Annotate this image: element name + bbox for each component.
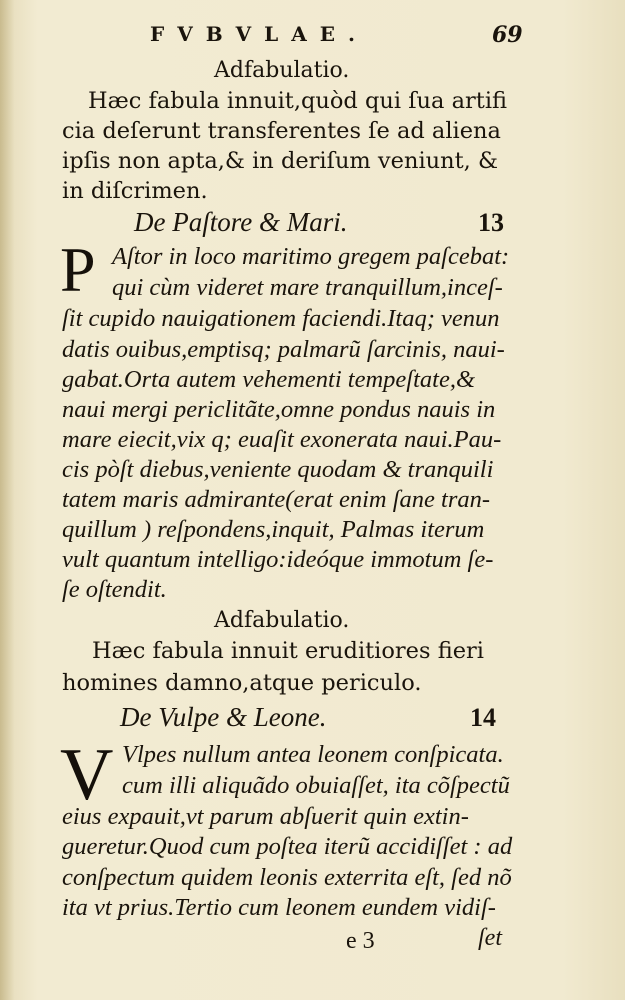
text-line: conſpectum quidem leonis exterrita eſt, ſed nõ <box>62 864 512 891</box>
signature-mark: e 3 <box>346 928 375 954</box>
page-number: 69 <box>492 22 523 48</box>
text-line: quillum ) reſpondens,inquit, Palmas iterum <box>62 516 485 543</box>
text-line: Hæc fabula innuit,quòd qui ſua artifi <box>88 88 508 114</box>
fable-number: 13 <box>478 208 504 237</box>
text-line: ſe oſtendit. <box>62 576 167 603</box>
text-line: datis ouibus,emptisq; palmarũ ſarcinis, naui- <box>62 336 505 363</box>
text-line: ita vt prius.Tertio cum leonem eundem vidiſ- <box>62 894 496 921</box>
fable-title: De Vulpe & Leone. <box>120 702 327 732</box>
text-line: naui mergi periclitãte,omne pondus nauis in <box>62 396 496 423</box>
running-head: FVBVLAE. <box>150 22 368 46</box>
catchword: ſet <box>478 925 502 951</box>
text-line: ſit cupido nauigationem faciendi.Itaq; venun <box>62 305 500 332</box>
text-line: ipſis non apta,& in deriſum veniunt, & <box>62 148 498 174</box>
drop-capital: V <box>60 734 114 816</box>
moral-heading: Adfabulatio. <box>214 608 350 633</box>
fable-title: De Paſtore & Mari. <box>134 207 348 237</box>
text-line: cis pòſt diebus,veniente quodam & tranquili <box>62 456 494 483</box>
text-line: Hæc fabula innuit eruditiores fieri <box>92 638 484 664</box>
moral-heading: Adfabulatio. <box>214 58 350 83</box>
text-line: in diſcrimen. <box>62 178 208 204</box>
text-line: gabat.Orta autem vehementi tempeſtate,& <box>62 366 475 393</box>
text-line: qui cùm videret mare tranquillum,inceſ- <box>112 274 503 301</box>
text-line: mare eiecit,vix q; euaſit exonerata naui.Pau- <box>62 426 502 453</box>
fable-number: 14 <box>470 703 496 732</box>
drop-capital: P <box>60 234 96 305</box>
page-gutter <box>0 0 14 1000</box>
text-line: Aſtor in loco maritimo gregem paſcebat: <box>112 243 510 270</box>
text-line: gueretur.Quod cum poſtea iterũ accidiſſet : ad <box>62 833 513 860</box>
text-line: Vlpes nullum antea leonem conſpicata. <box>122 741 504 768</box>
text-line: cum illi aliquãdo obuiaſſet, ita cõſpectũ <box>122 772 510 799</box>
text-line: tatem maris admirante(erat enim ſane tran- <box>62 486 491 513</box>
text-line: eius expauit,vt parum abſuerit quin extin- <box>62 803 469 830</box>
text-line: vult quantum intelligo:ideóque immotum ſe- <box>62 546 494 573</box>
text-line: homines damno,atque periculo. <box>62 670 422 696</box>
text-line: cia deſerunt transferentes ſe ad aliena <box>62 118 501 144</box>
